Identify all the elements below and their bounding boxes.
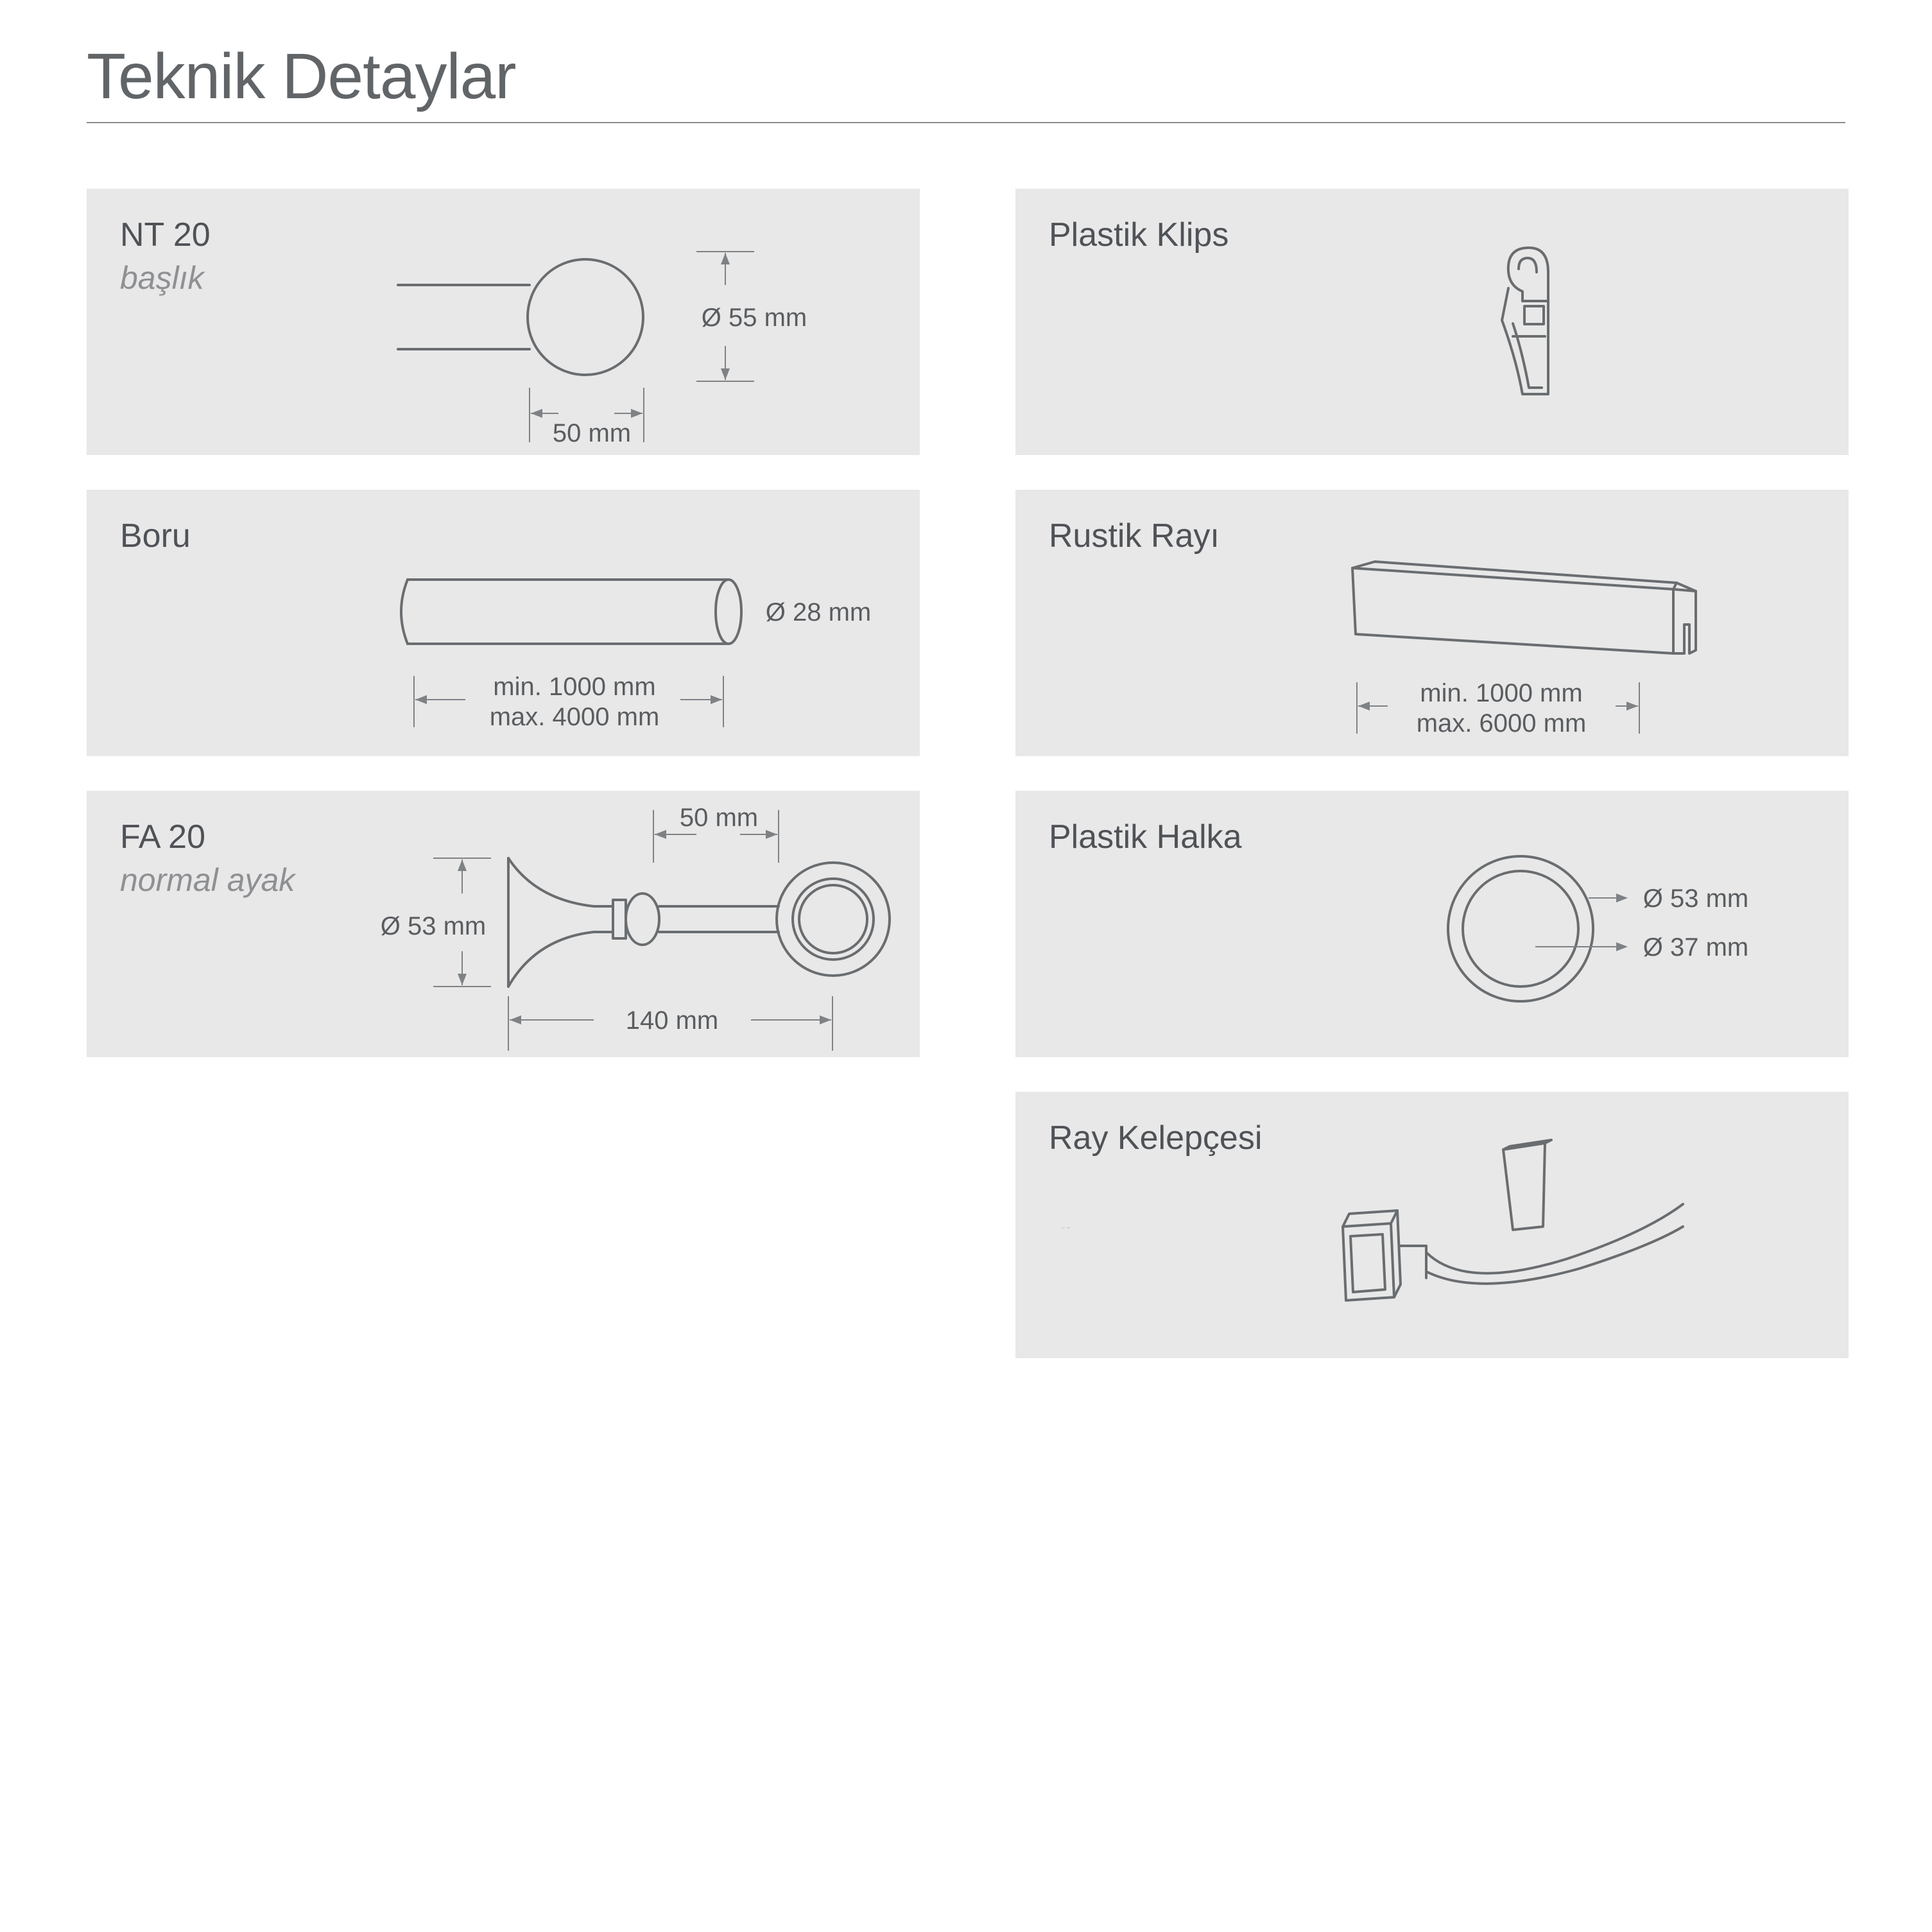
nt20-drawing <box>87 189 920 455</box>
clip-illustration <box>1502 248 1548 394</box>
plastik-klips-drawing <box>1015 189 1849 455</box>
rustik-rayi-drawing <box>1015 490 1849 756</box>
halka-outer-label: Ø 53 mm <box>1643 884 1749 913</box>
boru-diameter-label: Ø 28 mm <box>765 598 872 626</box>
rustik-rayi-min-label: min. 1000 mm <box>1420 679 1583 707</box>
card-subtitle: normal ayak <box>120 862 295 898</box>
boru-drawing <box>87 490 920 756</box>
nt20-diameter-label: Ø 55 mm <box>701 304 807 332</box>
card-boru <box>87 490 920 756</box>
card-fa20 <box>87 791 920 1057</box>
page-title: Teknik Detaylar <box>87 40 516 112</box>
card-title: FA 20 <box>120 818 205 856</box>
title-divider <box>87 122 1845 123</box>
inner-diameter-pointer <box>1535 942 1628 951</box>
card-title: Boru <box>120 517 191 555</box>
card-subtitle: başlık <box>120 260 204 296</box>
ring-illustration <box>1448 856 1593 1001</box>
card-title: Plastik Klips <box>1049 216 1229 254</box>
card-rustik-rayi <box>1015 490 1849 756</box>
card-nt20 <box>87 189 920 455</box>
fa20-length-label: 140 mm <box>625 1006 719 1035</box>
boru-min-label: min. 1000 mm <box>493 673 656 701</box>
fa20-diameter-label: Ø 53 mm <box>380 912 487 940</box>
clamp-illustration <box>1343 1140 1683 1300</box>
card-plastik-klips <box>1015 189 1849 455</box>
ray-kelepcesi-drawing <box>1015 1092 1849 1358</box>
boru-max-label: max. 4000 mm <box>489 703 660 731</box>
plastik-halka-drawing <box>1015 791 1849 1057</box>
card-title: Plastik Halka <box>1049 818 1242 856</box>
halka-inner-label: Ø 37 mm <box>1643 933 1749 962</box>
finial-illustration <box>398 259 643 375</box>
outer-diameter-pointer <box>1589 893 1628 902</box>
rustik-rayi-max-label: max. 6000 mm <box>1416 709 1587 737</box>
card-ray-kelepcesi <box>1015 1092 1849 1358</box>
card-title: Ray Kelepçesi <box>1049 1119 1263 1157</box>
tube-illustration <box>401 580 741 644</box>
stray-mark: ¨ ¨ <box>1062 1225 1071 1236</box>
fa20-drawing <box>87 791 920 1057</box>
card-plastik-halka <box>1015 791 1849 1057</box>
card-title: Rustik Rayı <box>1049 517 1220 555</box>
rail-illustration <box>1352 562 1696 653</box>
fa20-top-label: 50 mm <box>679 804 759 832</box>
nt20-length-label: 50 mm <box>552 419 632 447</box>
bracket-illustration <box>508 858 890 987</box>
card-title: NT 20 <box>120 216 211 254</box>
